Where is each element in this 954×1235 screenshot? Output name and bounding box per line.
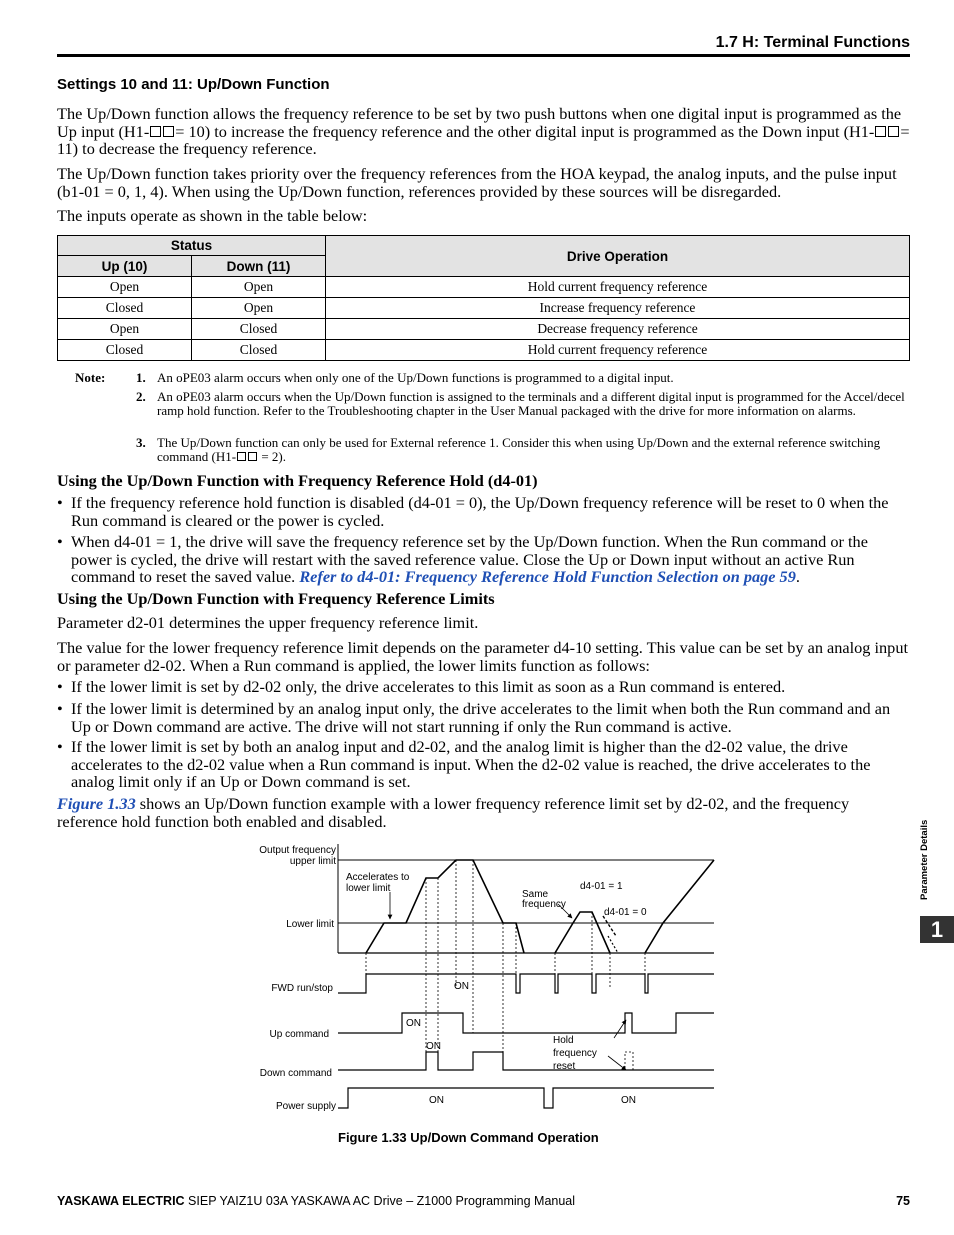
figure-caption: Figure 1.33 Up/Down Command Operation — [338, 1130, 599, 1145]
fwd-run-signal — [338, 974, 714, 993]
placeholder-box-icon — [150, 126, 161, 137]
note-text: An oPE03 alarm occurs when only one of the Up/Down functions is programmed to a digital input. — [157, 370, 674, 385]
cell-down: Open — [192, 277, 326, 298]
label-output-frequency: Output frequency — [259, 845, 336, 856]
table-op-header: Drive Operation — [326, 236, 910, 277]
note-text-b: = 2). — [258, 449, 286, 464]
placeholder-box-icon — [888, 126, 899, 137]
placeholder-box-icon — [248, 452, 257, 461]
upper-limit-paragraph: Parameter d2-01 determines the upper frequency reference limit. — [57, 613, 479, 632]
cell-op: Hold current frequency reference — [326, 340, 910, 361]
priority-paragraph: The Up/Down function takes priority over the frequency references from the HOA keypad, the analog inputs, and the pulse input (b1-01 = 0, 1, 4). When using the Up/Down function, references provided by these sources will be disregarded. — [57, 164, 897, 201]
bullet-icon: • — [57, 699, 63, 718]
updown-status-table — [57, 235, 910, 361]
d4-01-reference-link[interactable]: Refer to d4-01: Frequency Reference Hold Function Selection on page 59 — [299, 567, 796, 586]
table-up-header: Up (10) — [58, 256, 192, 277]
cell-op: Decrease frequency reference — [326, 319, 910, 340]
cell-up: Closed — [58, 340, 192, 361]
hold-arrow-down — [608, 1056, 626, 1070]
cell-op: Increase frequency reference — [326, 298, 910, 319]
note-text-a: The Up/Down function can only be used for External reference 1. Consider this when using Up/Down and the external reference switching command (H1- — [157, 435, 881, 464]
figure-reference-text: shows an Up/Down function example with a lower frequency reference limit set by d2-02, and the frequency reference hold function both enabled and disabled. — [57, 794, 850, 831]
footer-brand: YASKAWA ELECTRIC — [57, 1194, 185, 1208]
header-rule — [57, 54, 910, 57]
table-intro-paragraph: The inputs operate as shown in the table below: — [57, 206, 368, 225]
bullet-icon: • — [57, 677, 63, 696]
bullet-text: If the lower limit is set by both an analog input and d2-02, and the analog limit is higher than the d2-02 value, the drive accelerates to the d2-02 value when a Run command is input. When the d2-02 value is reached, the drive accelerates to the analog limit only if an Up or Down command is set. — [71, 737, 871, 791]
bullet-text: If the lower limit is set by d2-02 only, the drive accelerates to this limit as soon as a Run command is entered. — [71, 677, 786, 696]
ann-hold-frequency: frequency — [553, 1048, 597, 1059]
table-down-header: Down (11) — [192, 256, 326, 277]
page-footer — [57, 1194, 575, 1208]
ann-lower-limit: lower limit — [346, 883, 391, 894]
subsection-title-limits: Using the Up/Down Function with Frequency Reference Limits — [57, 589, 495, 608]
chapter-tab[interactable]: 1 — [920, 916, 954, 943]
down-command-signal — [338, 1052, 714, 1070]
intro-text-c: = 11) to decrease the frequency reference. — [57, 121, 910, 158]
cell-down: Open — [192, 298, 326, 319]
power-on-label-2: ON — [621, 1095, 636, 1106]
placeholder-box-icon — [163, 126, 174, 137]
frequency-waveform-3 — [645, 860, 714, 953]
cell-up: Open — [58, 277, 192, 298]
up-command-signal — [338, 1013, 714, 1033]
table-status-header: Status — [58, 236, 326, 256]
intro-paragraph — [57, 105, 912, 158]
ann-hold-reset: reset — [553, 1061, 576, 1072]
power-supply-signal — [338, 1088, 714, 1108]
ann-frequency: frequency — [522, 899, 566, 910]
page-number: 75 — [896, 1194, 910, 1208]
page-header-title: 1.7 H: Terminal Functions — [715, 34, 910, 51]
ann-hold: Hold — [553, 1035, 574, 1046]
label-upper-limit: upper limit — [289, 856, 336, 867]
down-on-label: ON — [426, 1041, 441, 1052]
label-power-supply: Power supply — [275, 1101, 336, 1112]
cell-down: Closed — [192, 340, 326, 361]
frequency-waveform-2 — [555, 912, 610, 953]
d4-01-1-dashed-path — [603, 916, 616, 936]
bullet-text: If the lower limit is determined by an analog input only, the drive accelerates to the limit when both the Run command and an Up or Down command are active. The drive will not start running if only the Run command is active. — [71, 699, 891, 736]
cell-op: Hold current frequency reference — [326, 277, 910, 298]
intro-text-b: = 10) to increase the frequency reference and the other digital input is programmed as the Down input (H1- — [175, 121, 875, 141]
placeholder-box-icon — [237, 452, 246, 461]
side-chapter-label: Parameter Details — [919, 819, 930, 900]
note-number: 2. — [136, 389, 146, 404]
section-title: Settings 10 and 11: Up/Down Function — [57, 76, 330, 93]
table-row — [58, 319, 910, 340]
cell-down: Closed — [192, 319, 326, 340]
note-number: 3. — [136, 435, 146, 450]
label-lower-limit: Lower limit — [286, 919, 334, 930]
bullet-icon: • — [57, 493, 63, 512]
bullet-icon: • — [57, 532, 63, 551]
bullet-text: If the frequency reference hold function is disabled (d4-01 = 0), the Up/Down frequency reference will be reset to 0 when the Run command is cleared or the power is cycled. — [71, 493, 889, 530]
hold-reset-pulse — [625, 1052, 633, 1070]
bullet-text-body: When d4-01 = 1, the drive will save the frequency reference set by the Up/Down function. When the Run command or the power is cycled, the drive will restart with the saved reference value. Close the Up or Down input without an active Run command to reset the saved value. — [71, 532, 868, 586]
figure-1-33-link[interactable]: Figure 1.33 — [57, 794, 136, 813]
table-row — [58, 298, 910, 319]
bullet-icon: • — [57, 737, 63, 756]
table-row — [58, 340, 910, 361]
footer-text: SIEP YAIZ1U 03A YASKAWA AC Drive – Z1000 Programming Manual — [184, 1194, 576, 1208]
note-text: An oPE03 alarm occurs when the Up/Down function is assigned to the terminals and a different digital input is programmed for the Accel/decel ramp hold function. Refer to the Troubleshooting chapter in the User Manual packaged with the drive for more information on alarms. — [157, 389, 905, 418]
subsection-title-hold: Using the Up/Down Function with Frequency Reference Hold (d4-01) — [57, 471, 538, 490]
updown-timing-diagram — [240, 838, 720, 1113]
ann-same: Same — [522, 889, 549, 900]
ann-d4-01-0: d4-01 = 0 — [604, 907, 647, 918]
power-on-label-1: ON — [429, 1095, 444, 1106]
note-text — [157, 436, 911, 464]
bullet-text — [71, 533, 911, 586]
cell-up: Open — [58, 319, 192, 340]
label-up-command: Up command — [269, 1029, 329, 1040]
fwd-on-label: ON — [454, 981, 469, 992]
bullet-text-tail: . — [795, 567, 800, 586]
lower-limit-paragraph: The value for the lower frequency reference limit depends on the parameter d4-10 setting. This value can be set by an analog input or parameter d2-02. When a Run command is applied, the lower limits function as follows: — [57, 638, 908, 675]
up-on-label: ON — [406, 1018, 421, 1029]
label-fwd-run-stop: FWD run/stop — [271, 983, 333, 994]
intro-text-a: The Up/Down function allows the frequency reference to be set by two push buttons when one digital input is programmed as the Up input (H1- — [57, 104, 902, 141]
cell-up: Closed — [58, 298, 192, 319]
placeholder-box-icon — [875, 126, 886, 137]
table-row — [58, 277, 910, 298]
ann-d4-01-1: d4-01 = 1 — [580, 881, 623, 892]
figure-reference-paragraph — [57, 795, 912, 830]
note-number: 1. — [136, 370, 146, 385]
hold-arrow-up — [614, 1020, 626, 1038]
label-down-command: Down command — [259, 1068, 332, 1079]
note-label: Note: — [75, 370, 106, 385]
ann-accelerates: Accelerates to — [346, 872, 410, 883]
